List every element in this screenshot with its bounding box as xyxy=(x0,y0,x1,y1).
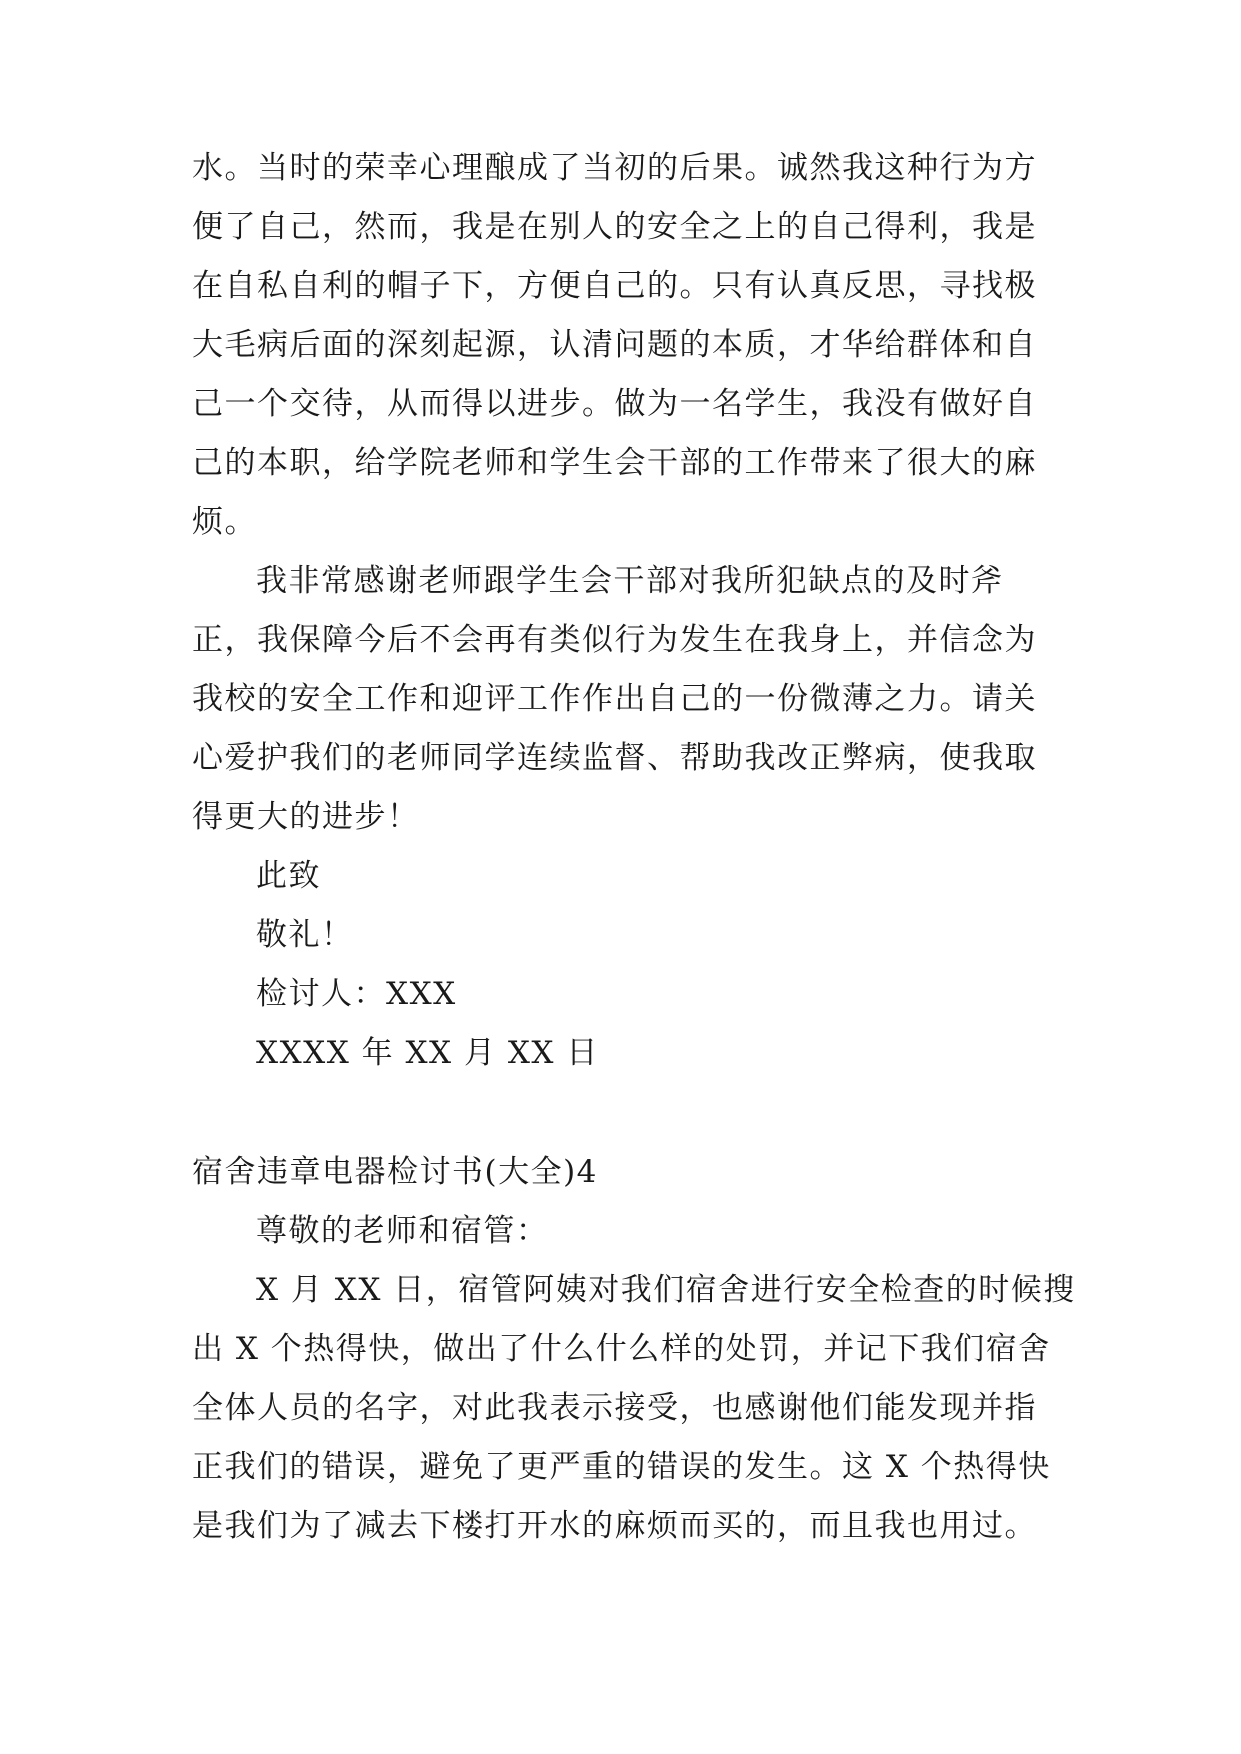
paragraph-2-line-2: 正，我保障今后不会再有类似行为发生在我身上，并信念为 xyxy=(192,622,1037,658)
section-4-line-3: 全体人员的名字，对此我表示接受，也感谢他们能发现并指 xyxy=(192,1390,1037,1426)
paragraph-2-line-5: 得更大的进步！ xyxy=(192,799,420,835)
paragraph-1-line-6: 己的本职，给学院老师和学生会干部的工作带来了很大的麻 xyxy=(192,445,1037,481)
section-4-line-2: 出 X 个热得快，做出了什么什么样的处罚，并记下我们宿舍 xyxy=(192,1331,1051,1367)
paragraph-1-line-1: 水。当时的荣幸心理酿成了当初的后果。诚然我这种行为方 xyxy=(192,150,1037,186)
paragraph-1-line-3: 在自私自利的帽子下，方便自己的。只有认真反思，寻找极 xyxy=(192,268,1037,304)
closing-signer: 检讨人：XXX xyxy=(256,976,457,1012)
paragraph-1-line-5: 己一个交待，从而得以进步。做为一名学生，我没有做好自 xyxy=(192,386,1037,422)
section-4-line-5: 是我们为了减去下楼打开水的麻烦而买的，而且我也用过。 xyxy=(192,1508,1037,1544)
paragraph-2-line-4: 心爱护我们的老师同学连续监督、帮助我改正弊病，使我取 xyxy=(192,740,1037,776)
section-4-line-4: 正我们的错误，避免了更严重的错误的发生。这 X 个热得快 xyxy=(192,1449,1051,1485)
paragraph-1-line-7: 烦。 xyxy=(192,504,257,540)
closing-date: XXXX 年 XX 月 XX 日 xyxy=(256,1035,599,1071)
paragraph-1-line-4: 大毛病后面的深刻起源，认清问题的本质，才华给群体和自 xyxy=(192,327,1037,363)
paragraph-2-line-3: 我校的安全工作和迎评工作作出自己的一份微薄之力。请关 xyxy=(192,681,1037,717)
paragraph-2-line-1: 我非常感谢老师跟学生会干部对我所犯缺点的及时斧 xyxy=(256,563,1004,599)
closing-regards: 敬礼！ xyxy=(256,917,354,953)
section-4-title: 宿舍违章电器检讨书(大全)4 xyxy=(192,1154,598,1190)
paragraph-1-line-2: 便了自己，然而，我是在别人的安全之上的自己得利，我是 xyxy=(192,209,1037,245)
section-4-line-1: X 月 XX 日，宿管阿姨对我们宿舍进行安全检查的时候搜 xyxy=(256,1272,1076,1308)
closing-salutation: 此致 xyxy=(256,858,321,894)
section-4-greeting: 尊敬的老师和宿管： xyxy=(256,1213,549,1249)
